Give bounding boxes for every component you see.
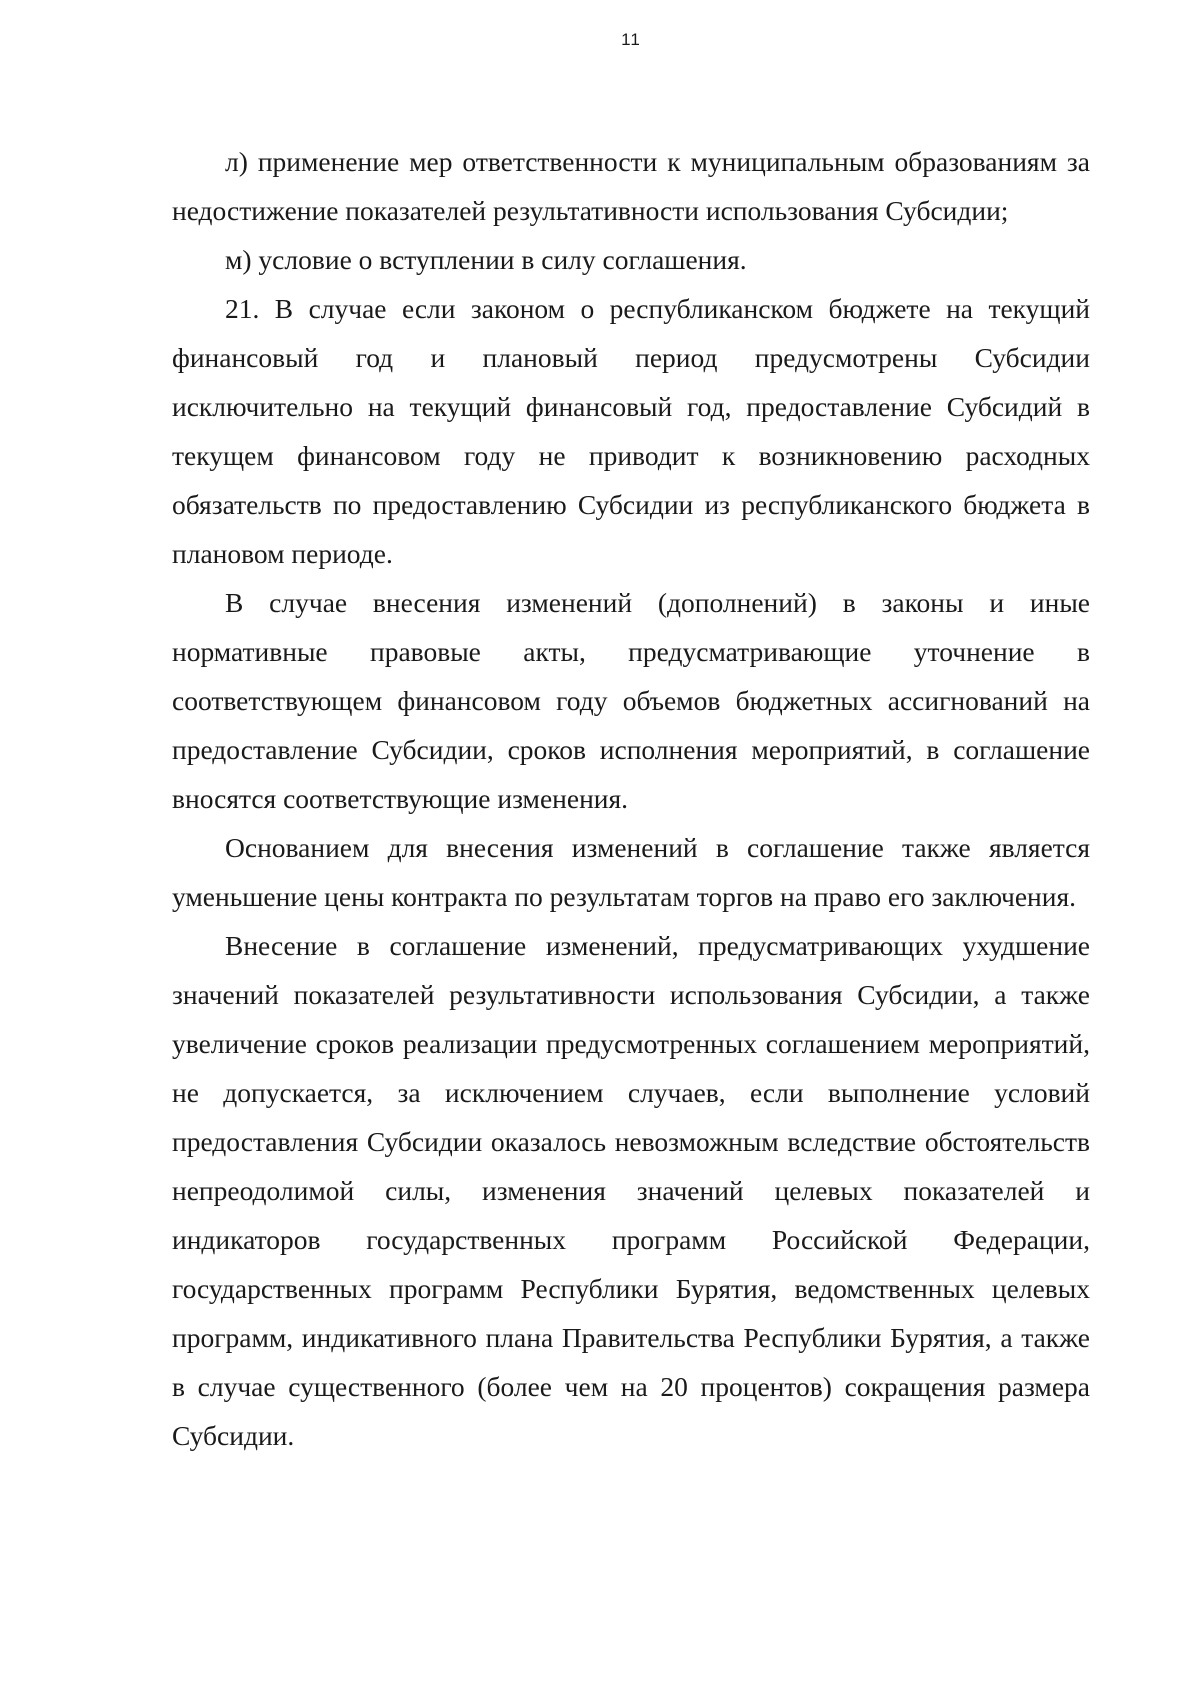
document-body [172,137,1090,1460]
paragraph-amendments: В случае внесения изменений (дополнений) в законы и иные нормативные правовые акты, предусматривающие уточнение в соответствующем финансовом году объемов бюджетных ассигнований на предоставление Субсидии, сроков исполнения мероприятий, в соглашение вносятся соответствующие изменения. [172,587,1090,814]
paragraph-l: л) применение мер ответственности к муниципальным образованиям за недостижение показателей результативности использования Субсидии; [172,146,1090,226]
paragraph-21: 21. В случае если законом о республиканском бюджете на текущий финансовый год и плановый период предусмотрены Субсидии исключительно на текущий финансовый год, предоставление Субсидий в текущем финансовом году не приводит к возникновению расходных обязательств по предоставлению Субсидии из республиканского бюджета в плановом периоде. [172,293,1090,569]
paragraph-m: м) условие о вступлении в силу соглашения. [225,244,747,275]
page-number: 11 [621,30,641,49]
paragraph-restrictions: Внесение в соглашение изменений, предусматривающих ухудшение значений показателей результативности использования Субсидии, а также увеличение сроков реализации предусмотренных соглашением мероприятий, не допускается, за исключением случаев, если выполнение условий предоставления Субсидии оказалось невозможным вследствие обстоятельств непреодолимой силы, изменения значений целевых показателей и индикаторов государственных программ Российской Федерации, государственных программ Республики Бурятия, ведомственных целевых программ, индикативного плана Правительства Республики Бурятия, а также в случае существенного (более чем на 20 процентов) сокращения размера Субсидии. [172,930,1090,1451]
paragraph-grounds: Основанием для внесения изменений в соглашение также является уменьшение цены контракта по результатам торгов на право его заключения. [172,832,1090,912]
